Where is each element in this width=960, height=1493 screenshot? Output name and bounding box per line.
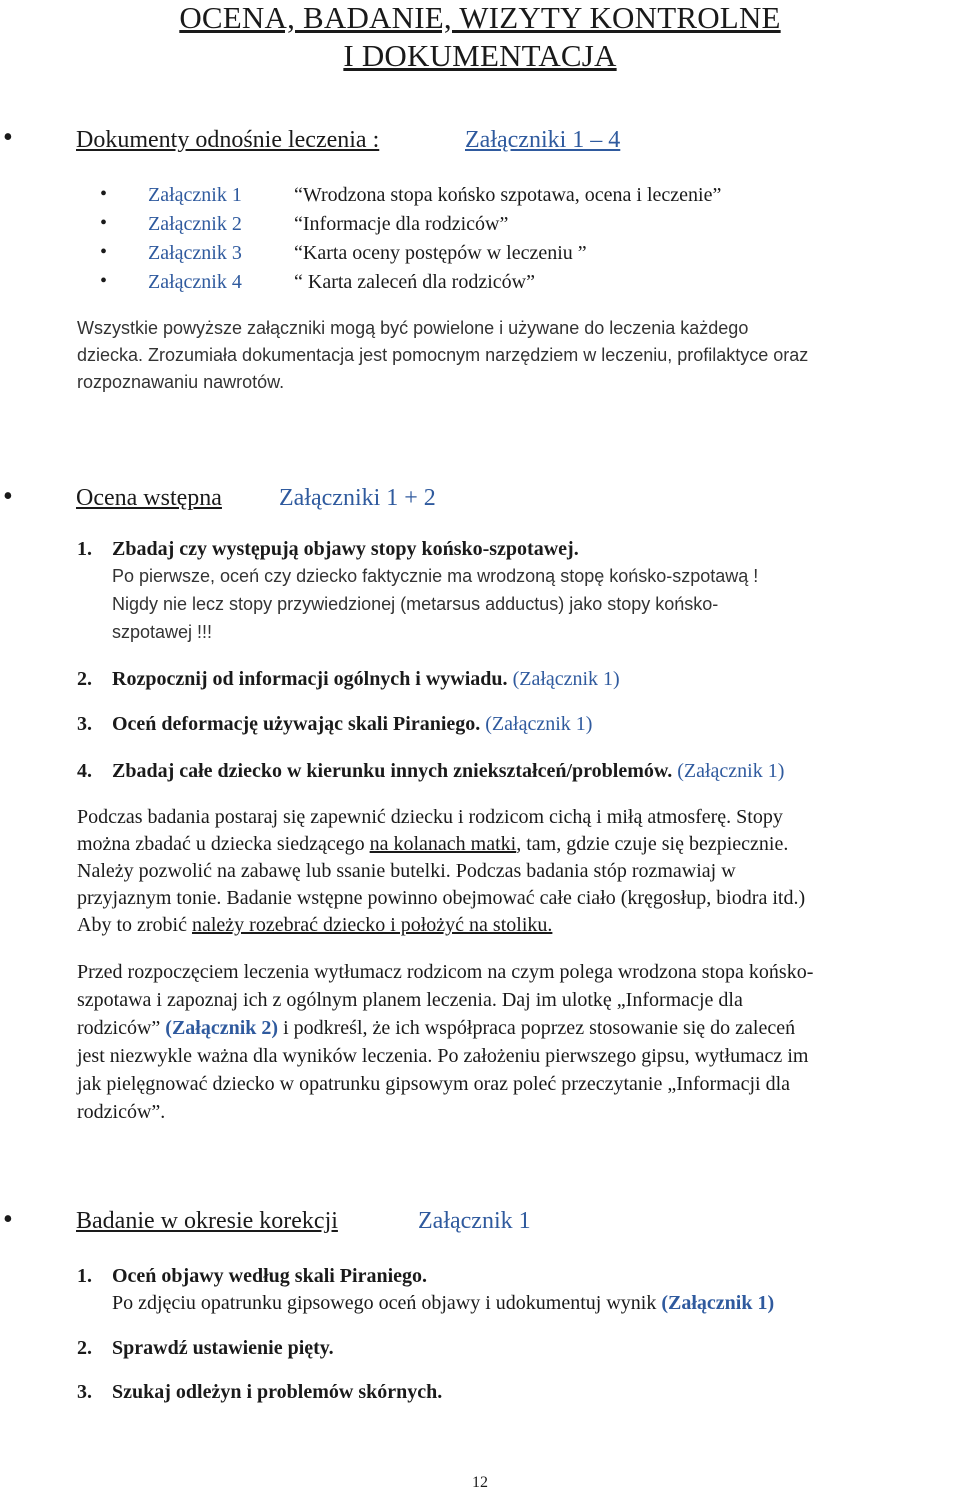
attachment-ref: (Załącznik 2) bbox=[165, 1017, 279, 1039]
list-bullet: • bbox=[100, 241, 108, 263]
underlined-text: należy rozebrać dziecko i położyć na stoliku. bbox=[191, 914, 553, 936]
section-ref-correction-phase: Załącznik 1 bbox=[418, 1208, 531, 1234]
text-span: rodziców” bbox=[77, 1017, 166, 1039]
attachment-ref: (Załącznik 1) bbox=[677, 760, 785, 782]
attachment-label: Załącznik 4 bbox=[148, 271, 242, 293]
attachment-label: Załącznik 3 bbox=[148, 242, 242, 264]
paragraph-line: rodziców”. bbox=[77, 1101, 166, 1123]
paragraph-line: rozpoznawaniu nawrotów. bbox=[77, 372, 285, 392]
paragraph-line: Wszystkie powyższe załączniki mogą być powielone i używane do leczenia każdego bbox=[77, 318, 749, 338]
list-bullet: • bbox=[100, 183, 108, 205]
section-bullet: • bbox=[3, 481, 13, 512]
section-bullet: • bbox=[3, 122, 13, 153]
attachment-label: Załącznik 2 bbox=[148, 213, 242, 235]
list-number: 1. bbox=[77, 538, 92, 560]
attachment-desc: “Informacje dla rodziców” bbox=[294, 213, 509, 235]
attachment-desc: “Karta oceny postępów w leczeniu ” bbox=[294, 242, 587, 264]
paragraph-line: Podczas badania postaraj się zapewnić dziecku i rodzicom cichą i miłą atmosferę. Stopy bbox=[77, 806, 783, 828]
list-item-text: Nigdy nie lecz stopy przywiedzionej (metarsus adductus) jako stopy końsko- bbox=[112, 594, 719, 614]
list-number: 3. bbox=[77, 713, 92, 735]
section-title-initial-assessment: Ocena wstępna bbox=[76, 485, 222, 511]
list-number: 1. bbox=[77, 1265, 92, 1287]
list-item-heading: Zbadaj czy występują objawy stopy końsko-szpotawej. bbox=[112, 538, 579, 560]
list-item-heading: Szukaj odleżyn i problemów skórnych. bbox=[112, 1381, 443, 1403]
list-bullet: • bbox=[100, 270, 108, 292]
text-span: Aby to zrobić bbox=[77, 914, 192, 936]
page-number: 12 bbox=[472, 1474, 488, 1491]
list-item-text: Rozpocznij od informacji ogólnych i wywiadu. bbox=[112, 668, 508, 690]
paragraph-line: dziecka. Zrozumiała dokumentacja jest pomocnym narzędziem w leczeniu, profilaktyce oraz bbox=[77, 345, 809, 365]
list-item-text: Po pierwsze, oceń czy dziecko faktycznie ma wrodzoną stopę końsko-szpotawą ! bbox=[112, 566, 759, 586]
page-title-line2: I DOKUMENTACJA bbox=[343, 38, 617, 73]
attachment-desc: “Wrodzona stopa końsko szpotawa, ocena i leczenie” bbox=[294, 184, 722, 206]
attachment-desc: “ Karta zaleceń dla rodziców” bbox=[294, 271, 535, 293]
section-title-documents: Dokumenty odnośnie leczenia : bbox=[76, 127, 380, 153]
list-bullet: • bbox=[100, 212, 108, 234]
attachment-ref: (Załącznik 1) bbox=[661, 1292, 775, 1314]
section-bullet: • bbox=[3, 1204, 13, 1235]
list-number: 2. bbox=[77, 668, 92, 690]
paragraph-line bbox=[77, 1014, 795, 1042]
paragraph-line: Należy pozwolić na zabawę lub ssanie butelki. Podczas badania stóp rozmawiaj w bbox=[77, 860, 736, 882]
section-ref-initial-assessment: Załączniki 1 + 2 bbox=[279, 485, 436, 511]
list-item-text: Zbadaj całe dziecko w kierunku innych zniekształceń/problemów. bbox=[112, 760, 673, 782]
list-item-heading: Sprawdź ustawienie pięty. bbox=[112, 1337, 334, 1359]
attachment-ref: (Załącznik 1) bbox=[512, 668, 620, 690]
list-item-text bbox=[112, 1291, 774, 1315]
paragraph-line: Przed rozpoczęciem leczenia wytłumacz rodzicom na czym polega wrodzona stopa końsko- bbox=[77, 961, 814, 983]
paragraph-line: jest niezwykle ważna dla wyników leczenia. Po założeniu pierwszego gipsu, wytłumacz im bbox=[77, 1045, 809, 1067]
page-title-line1: OCENA, BADANIE, WIZYTY KONTROLNE bbox=[179, 0, 781, 35]
text-span: i podkreśl, że ich współpraca poprzez stosowanie się do zaleceń bbox=[278, 1017, 796, 1039]
text-span: Po zdjęciu opatrunku gipsowego oceń objawy i udokumentuj wynik bbox=[112, 1292, 662, 1314]
text-span: można zbadać u dziecka siedzącego bbox=[77, 833, 370, 855]
list-number: 3. bbox=[77, 1381, 92, 1403]
list-number: 4. bbox=[77, 760, 92, 782]
list-item-heading: Oceń objawy według skali Piraniego. bbox=[112, 1265, 428, 1287]
paragraph-line: jak pielęgnować dziecko w opatrunku gipsowym oraz poleć przeczytanie „Informacji dla bbox=[77, 1073, 791, 1095]
paragraph-line: przyjaznym tonie. Badanie wstępne powinno obejmować całe ciało (kręgosłup, biodra itd.) bbox=[77, 887, 806, 909]
attachment-ref: (Załącznik 1) bbox=[485, 713, 593, 735]
text-span: , tam, gdzie czuje się bezpiecznie. bbox=[516, 833, 789, 855]
attachment-label: Załącznik 1 bbox=[148, 184, 242, 206]
list-item-text: szpotawej !!! bbox=[112, 622, 213, 642]
underlined-text: na kolanach matki bbox=[369, 833, 517, 855]
section-ref-documents: Załączniki 1 – 4 bbox=[465, 127, 621, 153]
paragraph-line: szpotawa i zapoznaj ich z ogólnym planem leczenia. Daj im ulotkę „Informacje dla bbox=[77, 989, 743, 1011]
list-item-text: Oceń deformację używając skali Piraniego. bbox=[112, 713, 481, 735]
list-item-heading bbox=[112, 712, 592, 736]
list-item-heading bbox=[112, 667, 620, 691]
list-item-heading bbox=[112, 759, 784, 783]
paragraph-line bbox=[77, 831, 788, 858]
section-title-correction-phase: Badanie w okresie korekcji bbox=[76, 1208, 338, 1234]
paragraph-line bbox=[77, 912, 552, 939]
list-number: 2. bbox=[77, 1337, 92, 1359]
